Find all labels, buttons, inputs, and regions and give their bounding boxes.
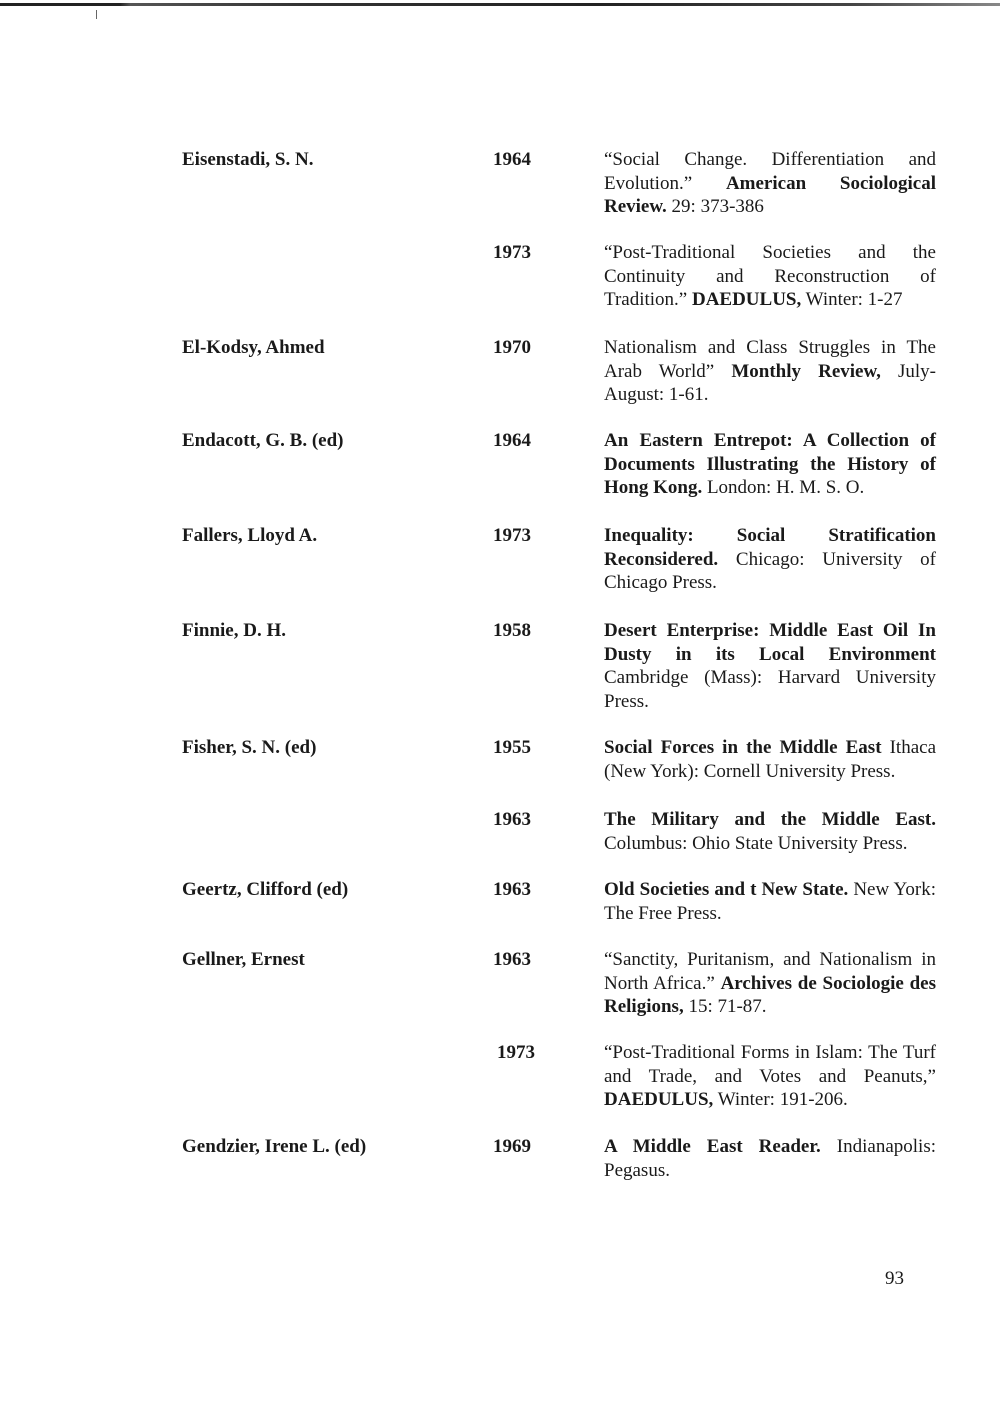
entry-year: 1963 — [493, 879, 531, 900]
citation-title: Desert Enterprise: Middle East Oil In Dusty in its Local Environment — [604, 620, 936, 665]
entry-citation — [604, 948, 936, 1019]
citation-title: Inequality: Social Stratification Reconsidered. — [604, 525, 936, 570]
citation-text: Ithaca (New York): Cornell University Press. — [604, 737, 937, 782]
entry-citation — [604, 1135, 936, 1182]
entry-year: 1958 — [493, 620, 531, 641]
entry-year: 1963 — [493, 949, 531, 970]
entry-year: 1964 — [493, 149, 531, 170]
entry-year: 1973 — [493, 242, 531, 263]
citation-text: “Post-Traditional Forms in Islam: The Turf and Trade, and Votes and Peanuts,” — [604, 1042, 936, 1087]
entry-author: El-Kodsy, Ahmed — [182, 337, 325, 358]
citation-title: American Sociological Review. — [604, 172, 936, 217]
citation-title: Old Societies and t New State. — [604, 879, 849, 900]
entry-year: 1973 — [493, 525, 531, 546]
citation-text: “Sanctity, Puritanism, and Nationalism in North Africa.” — [604, 949, 936, 994]
citation-title: A Middle East Reader. — [604, 1136, 821, 1157]
citation-text: 29: 373-386 — [666, 196, 764, 217]
entry-author: Endacott, G. B. (ed) — [182, 430, 344, 451]
top-border-rule — [0, 3, 1000, 6]
citation-title: The Military and the Middle East. — [604, 809, 936, 830]
entry-citation — [604, 241, 936, 312]
citation-text: New York: The Free Press. — [604, 879, 936, 924]
entry-year: 1964 — [493, 430, 531, 451]
entry-year: 1955 — [493, 737, 531, 758]
entry-author: Eisenstadi, S. N. — [182, 149, 314, 170]
citation-text: Columbus: Ohio State University Press. — [604, 832, 908, 854]
citation-title: Monthly Review, — [731, 360, 881, 382]
citation-text: Winter: 191-206. — [713, 1089, 848, 1110]
citation-title: Archives de Sociologie des Religions, — [604, 972, 936, 1017]
citation-text: Cambridge (Mass): Harvard University Press. — [604, 667, 936, 712]
entry-citation — [604, 878, 936, 925]
citation-text: “Post-Traditional Societies and the Continuity and Reconstruction of Tradition.” — [604, 242, 936, 310]
entry-year: 1973 — [497, 1042, 535, 1063]
entry-author: Fisher, S. N. (ed) — [182, 737, 317, 758]
entry-author: Finnie, D. H. — [182, 620, 286, 641]
scan-mark — [96, 10, 97, 19]
entry-citation — [604, 619, 936, 713]
citation-title: An Eastern Entrepot: A Collection of Documents Illustrating the History of Hong Kong. — [604, 430, 936, 498]
entry-citation — [604, 736, 936, 783]
entry-citation — [604, 1041, 936, 1112]
entry-author: Geertz, Clifford (ed) — [182, 879, 349, 900]
entry-citation — [604, 524, 936, 595]
citation-title: Social Forces in the Middle East — [604, 737, 882, 758]
citation-text: Winter: 1-27 — [801, 289, 903, 310]
citation-text: Nationalism and Class Struggles in The Arab World” — [604, 337, 936, 382]
citation-title: DAEDULUS, — [691, 289, 802, 310]
citation-text: July-August: 1-61. — [604, 360, 936, 405]
entry-citation — [604, 336, 936, 407]
entry-author: Gendzier, Irene L. (ed) — [182, 1136, 367, 1157]
citation-text: Chicago: University of Chicago Press. — [604, 548, 936, 593]
entry-author: Fallers, Lloyd A. — [182, 525, 318, 546]
citation-text: London: H. M. S. O. — [702, 477, 865, 498]
entry-year: 1969 — [493, 1136, 531, 1157]
entry-citation — [604, 148, 936, 219]
citation-text: 15: 71-87. — [683, 996, 767, 1017]
citation-text: Indianapolis: Pegasus. — [604, 1136, 937, 1181]
entry-citation — [604, 429, 936, 500]
citation-text: “Social Change. Differentiation and Evolution.” — [604, 149, 936, 194]
page-number: 93 — [885, 1268, 904, 1289]
entry-author: Gellner, Ernest — [182, 949, 305, 970]
citation-title: DAEDULUS, — [604, 1089, 714, 1110]
entry-citation — [604, 808, 936, 855]
entry-year: 1963 — [493, 809, 531, 830]
entry-year: 1970 — [493, 337, 531, 358]
